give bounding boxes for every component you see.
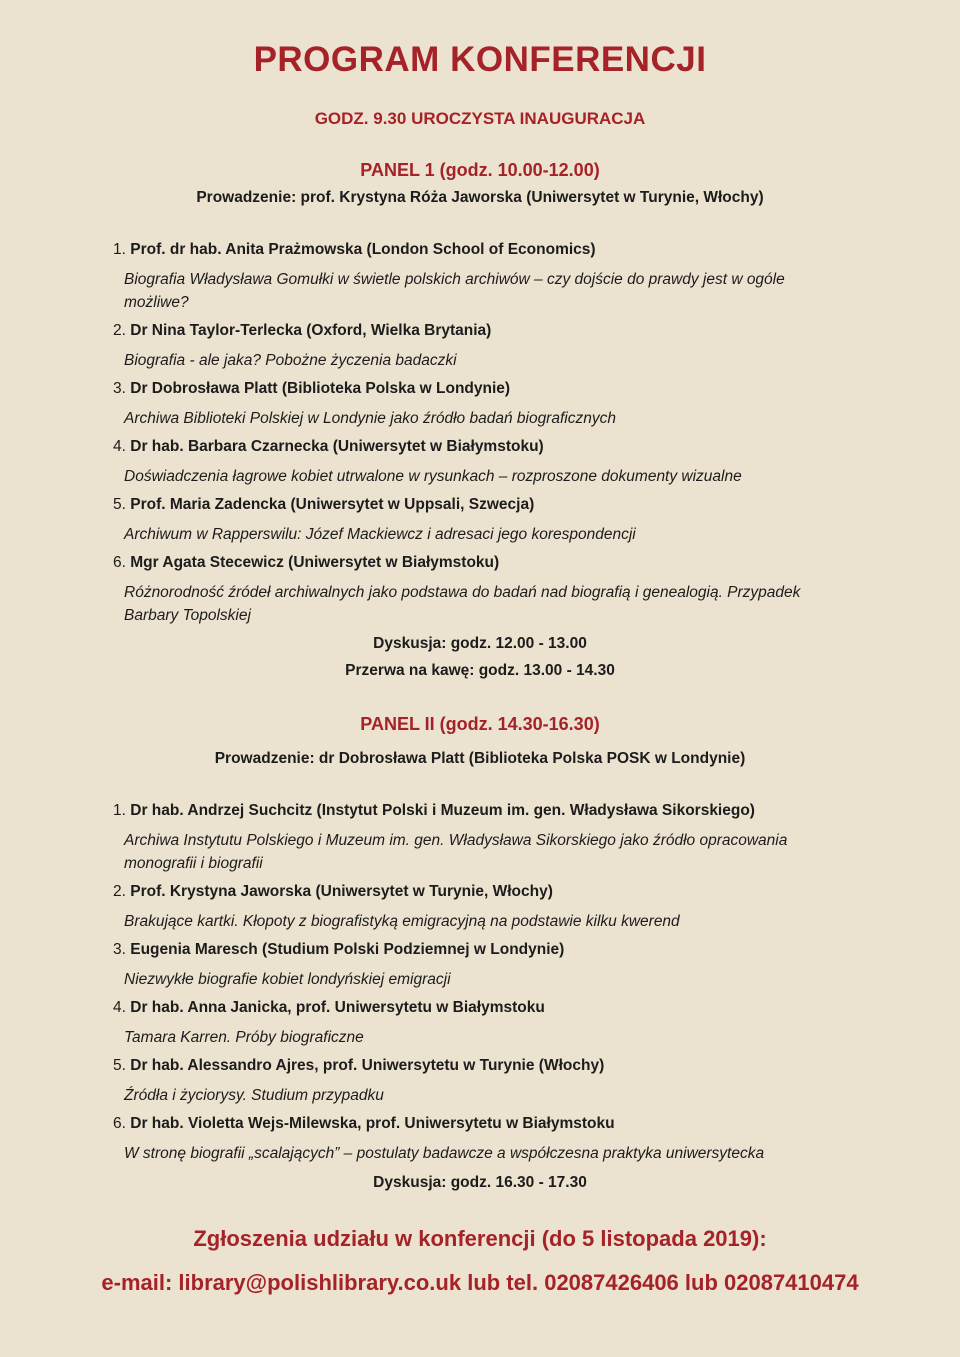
talk-topic: Archiwum w Rapperswilu: Józef Mackiewcz i adresaci jego korespondencji bbox=[124, 526, 636, 543]
panel1-discussion: Dyskusja: godz. 12.00 - 13.00 bbox=[373, 635, 587, 652]
list-item bbox=[113, 320, 853, 378]
speaker-name: Dr hab. Anna Janicka, prof. Uniwersytetu w Białymstoku bbox=[130, 999, 545, 1016]
list-item bbox=[113, 939, 853, 997]
coffee-break: Przerwa na kawę: godz. 13.00 - 14.30 bbox=[345, 662, 615, 679]
item-number: 3. bbox=[113, 941, 126, 958]
talk-topic: Biografia - ale jaka? Pobożne życzenia badaczki bbox=[124, 352, 457, 369]
panel1-moderator: Prowadzenie: prof. Krystyna Róża Jaworska (Uniwersytet w Turynie, Włochy) bbox=[196, 189, 764, 206]
list-item bbox=[113, 552, 853, 633]
panel2-discussion: Dyskusja: godz. 16.30 - 17.30 bbox=[373, 1174, 587, 1191]
talk-topic: W stronę biografii „scalających” – postulaty badawcze a współczesna praktyka uniwersytecka bbox=[124, 1145, 765, 1162]
talk-topic: Źródła i życiorysy. Studium przypadku bbox=[124, 1087, 384, 1104]
list-item bbox=[113, 494, 853, 552]
talk-topic: Tamara Karren. Próby biograficzne bbox=[124, 1029, 364, 1046]
item-number: 4. bbox=[113, 999, 126, 1016]
speaker-name: Prof. Maria Zadencka (Uniwersytet w Uppsali, Szwecja) bbox=[130, 496, 535, 513]
item-number: 5. bbox=[113, 496, 126, 513]
item-number: 6. bbox=[113, 554, 126, 571]
list-item bbox=[113, 881, 853, 939]
page-title: PROGRAM KONFERENCJI bbox=[253, 40, 707, 79]
panel2-list bbox=[113, 800, 853, 1171]
talk-topic: Brakujące kartki. Kłopoty z biografistyką emigracyjną na podstawie kilku kwerend bbox=[124, 913, 680, 930]
panel2-heading: PANEL II (godz. 14.30-16.30) bbox=[360, 714, 600, 734]
talk-topic: Biografia Władysława Gomułki w świetle polskich archiwów – czy dojście do prawdy jest w ogóle możliwe? bbox=[124, 271, 785, 311]
item-number: 6. bbox=[113, 1115, 126, 1132]
talk-topic: Doświadczenia łagrowe kobiet utrwalone w rysunkach – rozproszone dokumenty wizualne bbox=[124, 468, 742, 485]
speaker-name: Dr hab. Alessandro Ajres, prof. Uniwersytetu w Turynie (Włochy) bbox=[130, 1057, 605, 1074]
inauguration-heading: GODZ. 9.30 UROCZYSTA INAUGURACJA bbox=[314, 109, 646, 128]
talk-topic: Archiwa Instytutu Polskiego i Muzeum im. gen. Władysława Sikorskiego jako źródło opracowania monografii i biografii bbox=[124, 832, 788, 872]
item-number: 1. bbox=[113, 241, 126, 258]
talk-topic: Niezwykłe biografie kobiet londyńskiej emigracji bbox=[124, 971, 451, 988]
speaker-name: Dr Nina Taylor-Terlecka (Oxford, Wielka Brytania) bbox=[130, 322, 492, 339]
list-item bbox=[113, 239, 853, 320]
item-number: 4. bbox=[113, 438, 126, 455]
item-number: 3. bbox=[113, 380, 126, 397]
speaker-name: Dr hab. Barbara Czarnecka (Uniwersytet w Białymstoku) bbox=[130, 438, 544, 455]
item-number: 1. bbox=[113, 802, 126, 819]
item-number: 2. bbox=[113, 322, 126, 339]
item-number: 5. bbox=[113, 1057, 126, 1074]
item-number: 2. bbox=[113, 883, 126, 900]
speaker-name: Dr hab. Violetta Wejs-Milewska, prof. Uniwersytetu w Białymstoku bbox=[130, 1115, 615, 1132]
speaker-name: Dr Dobrosława Platt (Biblioteka Polska w Londynie) bbox=[130, 380, 511, 397]
list-item bbox=[113, 436, 853, 494]
talk-topic: Archiwa Biblioteki Polskiej w Londynie jako źródło badań biograficznych bbox=[124, 410, 616, 427]
speaker-name: Eugenia Maresch (Studium Polski Podziemnej w Londynie) bbox=[130, 941, 565, 958]
speaker-name: Dr hab. Andrzej Suchcitz (Instytut Polski i Muzeum im. gen. Władysława Sikorskiego) bbox=[130, 802, 755, 819]
panel1-list bbox=[113, 239, 853, 633]
list-item bbox=[113, 1055, 853, 1113]
contact-info: e-mail: library@polishlibrary.co.uk lub tel. 02087426406 lub 02087410474 bbox=[101, 1270, 859, 1295]
list-item bbox=[113, 378, 853, 436]
panel2-moderator: Prowadzenie: dr Dobrosława Platt (Biblioteka Polska POSK w Londynie) bbox=[214, 750, 746, 767]
list-item bbox=[113, 997, 853, 1055]
speaker-name: Mgr Agata Stecewicz (Uniwersytet w Białymstoku) bbox=[130, 554, 500, 571]
speaker-name: Prof. Krystyna Jaworska (Uniwersytet w Turynie, Włochy) bbox=[130, 883, 553, 900]
registration-note: Zgłoszenia udziału w konferencji (do 5 listopada 2019): bbox=[193, 1226, 767, 1251]
list-item bbox=[113, 800, 853, 881]
speaker-name: Prof. dr hab. Anita Prażmowska (London School of Economics) bbox=[130, 241, 596, 258]
list-item bbox=[113, 1113, 853, 1171]
talk-topic: Różnorodność źródeł archiwalnych jako podstawa do badań nad biografią i genealogią. Przypadek Barbary Topolskiej bbox=[124, 584, 801, 624]
panel1-heading: PANEL 1 (godz. 10.00-12.00) bbox=[360, 160, 600, 180]
